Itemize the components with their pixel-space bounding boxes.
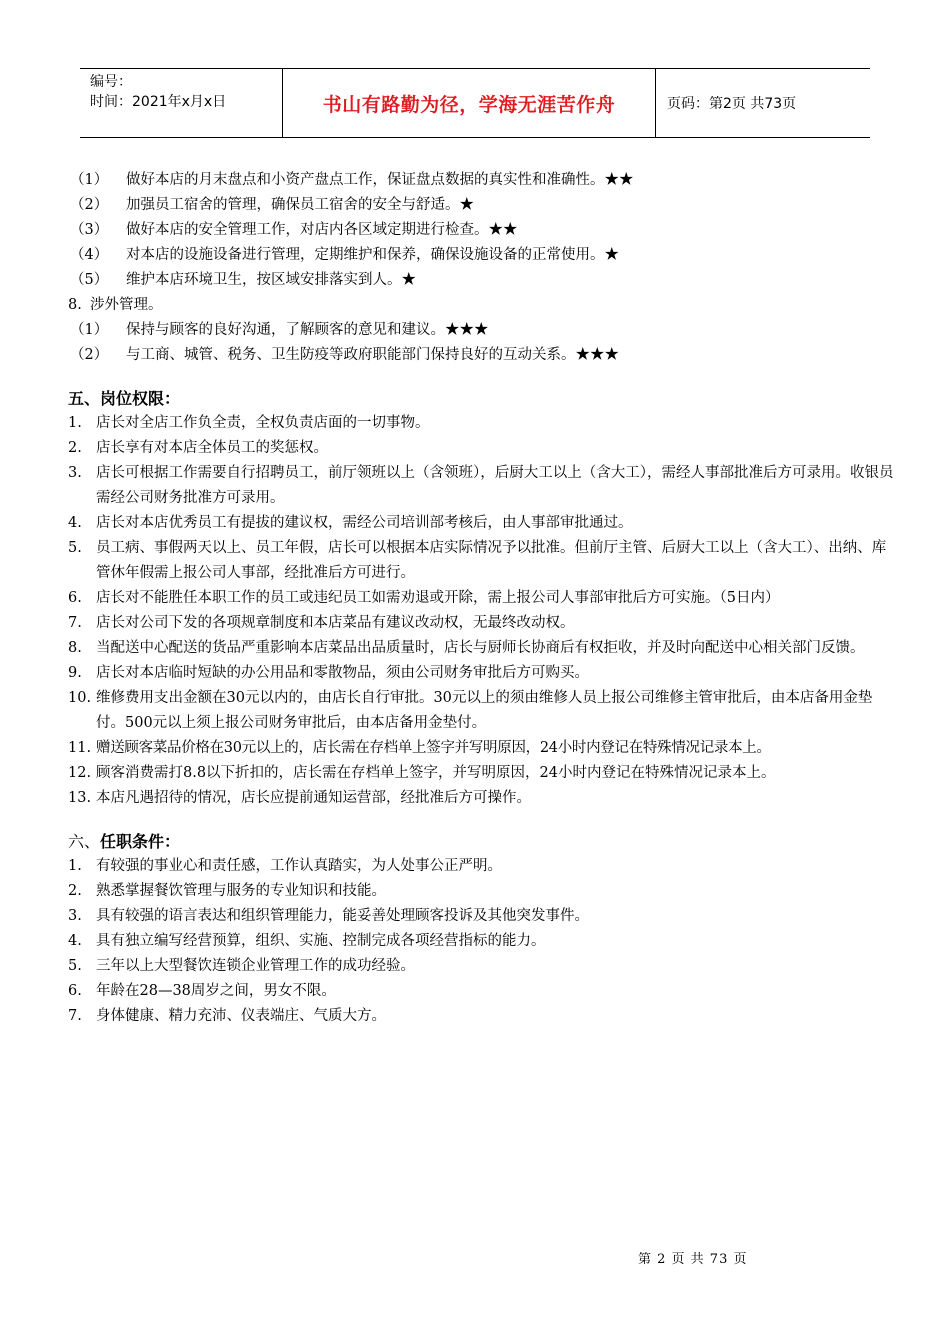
item-text: 与工商、城管、税务、卫生防疫等政府职能部门保持良好的互动关系。★★★: [126, 347, 619, 363]
item-number: 5.: [68, 958, 82, 974]
item-text: 三年以上大型餐饮连锁企业管理工作的成功经验。: [96, 958, 415, 974]
list-item: [68, 243, 898, 268]
item-number: 10.: [68, 690, 92, 706]
item-text: 对本店的设施设备进行管理，定期维护和保养，确保设施设备的正常使用。★: [126, 247, 619, 263]
list-item: [68, 293, 898, 318]
item-text: 本店凡遇招待的情况，店长应提前通知运营部，经批准后方可操作。: [96, 790, 531, 806]
header-motto-cell: [282, 69, 656, 137]
item-text: 做好本店的月末盘点和小资产盘点工作，保证盘点数据的真实性和准确性。★★: [126, 172, 634, 188]
doc-date: 时间：2021年x月x日: [90, 94, 227, 110]
item-text: 店长对本店临时短缺的办公用品和零散物品，须由公司财务审批后方可购买。: [96, 665, 589, 681]
header-meta: [80, 69, 282, 137]
item-text: 身体健康、精力充沛、仪表端庄、气质大方。: [96, 1008, 386, 1024]
item-number: 4.: [68, 515, 82, 531]
item-number: （5）: [70, 272, 109, 288]
item-number: 6.: [68, 983, 82, 999]
list-item: [68, 979, 898, 1004]
list-item: [68, 318, 898, 343]
list-item: [68, 661, 898, 686]
list-item: [68, 786, 898, 811]
list-item: [68, 686, 898, 736]
item-text: 员工病、事假两天以上、员工年假，店长可以根据本店实际情况予以批准。但前厅主管、后厨大工以上（含大工）、出纳、库管休年假需上报公司人事部，经批准后方可进行。: [96, 540, 887, 581]
item-number: 12.: [68, 765, 92, 781]
list-item: [68, 536, 898, 586]
section-6-list: [68, 854, 898, 1029]
item-number: 3.: [68, 908, 82, 924]
list-item: [68, 343, 898, 368]
list-item: [68, 511, 898, 536]
page-footer: 第 2 页 共 73 页: [638, 1252, 748, 1267]
item-text: 加强员工宿舍的管理，确保员工宿舍的安全与舒适。★: [126, 197, 474, 213]
item-text: 店长可根据工作需要自行招聘员工，前厅领班以上（含领班），后厨大工以上（含大工），需经人事部批准后方可录用。收银员需经公司财务批准方可录用。: [96, 465, 894, 506]
list-item: [68, 636, 898, 661]
item-text: 顾客消费需打8.8以下折扣的，店长需在存档单上签字，并写明原因，24小时内登记在特殊情况记录本上。: [96, 765, 776, 781]
item-number: 2.: [68, 440, 82, 456]
document-body: [68, 168, 898, 1029]
item-number: （1）: [70, 322, 109, 338]
item-number: 4.: [68, 933, 82, 949]
item-text: 涉外管理。: [90, 297, 163, 313]
list-item: [68, 854, 898, 879]
item-text: 店长享有对本店全体员工的奖惩权。: [96, 440, 328, 456]
item-number: 8.: [68, 297, 82, 313]
item-text: 当配送中心配送的货品严重影响本店菜品出品质量时，店长与厨师长协商后有权拒收，并及时向配送中心相关部门反馈。: [96, 640, 865, 656]
item-number: 5.: [68, 540, 82, 556]
list-item: [68, 904, 898, 929]
item-number: 9.: [68, 665, 82, 681]
item-number: 1.: [68, 415, 82, 431]
item-number: （2）: [70, 347, 109, 363]
item-text: 熟悉掌握餐饮管理与服务的专业知识和技能。: [96, 883, 386, 899]
item-text: 店长对本店优秀员工有提拔的建议权，需经公司培训部考核后，由人事部审批通过。: [96, 515, 633, 531]
section-6-prefix: 六、: [68, 832, 101, 851]
item-number: 8.: [68, 640, 82, 656]
item-text: 赠送顾客菜品价格在30元以上的，店长需在存档单上签字并写明原因，24小时内登记在特殊情况记录本上。: [96, 740, 771, 756]
item-number: 11.: [68, 740, 92, 756]
item-text: 店长对公司下发的各项规章制度和本店菜品有建议改动权，无最终改动权。: [96, 615, 575, 631]
list-item: [68, 761, 898, 786]
list-item: [68, 461, 898, 511]
list-item: [68, 929, 898, 954]
list-item: [68, 1004, 898, 1029]
list-item: [68, 611, 898, 636]
list-item: [68, 411, 898, 436]
section-5-title: 五、岗位权限：: [68, 389, 181, 408]
list-item: [68, 436, 898, 461]
section-6-heading: 任职条件：: [100, 832, 181, 851]
list-item: [68, 879, 898, 904]
list-item: [68, 218, 898, 243]
item-number: （2）: [70, 197, 109, 213]
item-number: 7.: [68, 615, 82, 631]
item-text: 具有较强的语言表达和组织管理能力，能妥善处理顾客投诉及其他突发事件。: [96, 908, 589, 924]
list-item: [68, 193, 898, 218]
list-item: [68, 268, 898, 293]
item-number: 7.: [68, 1008, 82, 1024]
header-page-info: 页码：第2页 共73页: [667, 96, 797, 112]
item-text: 年龄在28—38周岁之间，男女不限。: [96, 983, 336, 999]
item-number: 1.: [68, 858, 82, 874]
item-text: 店长对不能胜任本职工作的员工或违纪员工如需劝退或开除，需上报公司人事部审批后方可实施。（5日内）: [96, 590, 780, 606]
item-text: 做好本店的安全管理工作，对店内各区域定期进行检查。★★: [126, 222, 518, 238]
item-number: 13.: [68, 790, 92, 806]
item-number: 3.: [68, 465, 82, 481]
item-number: （4）: [70, 247, 109, 263]
item-text: 维护本店环境卫生，按区域安排落实到人。★: [126, 272, 416, 288]
item-text: 维修费用支出金额在30元以内的，由店长自行审批。30元以上的须由维修人员上报公司维修主管审批后，由本店备用金垫付。500元以上须上报公司财务审批后，由本店备用金垫付。: [96, 690, 873, 731]
page-header: [80, 68, 870, 138]
item-number: （1）: [70, 172, 109, 188]
section-6-title: [68, 829, 898, 854]
list-item: [68, 168, 898, 193]
header-page-cell: [655, 69, 870, 137]
section-5-list: [68, 411, 898, 811]
item-number: （3）: [70, 222, 109, 238]
header-motto: 书山有路勤为径，学海无涯苦作舟: [322, 94, 616, 116]
item-text: 保持与顾客的良好沟通，了解顾客的意见和建议。★★★: [126, 322, 489, 338]
item-text: 有较强的事业心和责任感，工作认真踏实，为人处事公正严明。: [96, 858, 502, 874]
item-number: 2.: [68, 883, 82, 899]
item-text: 店长对全店工作负全责，全权负责店面的一切事物。: [96, 415, 430, 431]
list-item: [68, 954, 898, 979]
doc-number-label: 编号：: [90, 74, 132, 90]
item-number: 6.: [68, 590, 82, 606]
item-text: 具有独立编写经营预算，组织、实施、控制完成各项经营指标的能力。: [96, 933, 546, 949]
list-item: [68, 736, 898, 761]
sub-item-list: [68, 168, 898, 293]
list-item: [68, 586, 898, 611]
